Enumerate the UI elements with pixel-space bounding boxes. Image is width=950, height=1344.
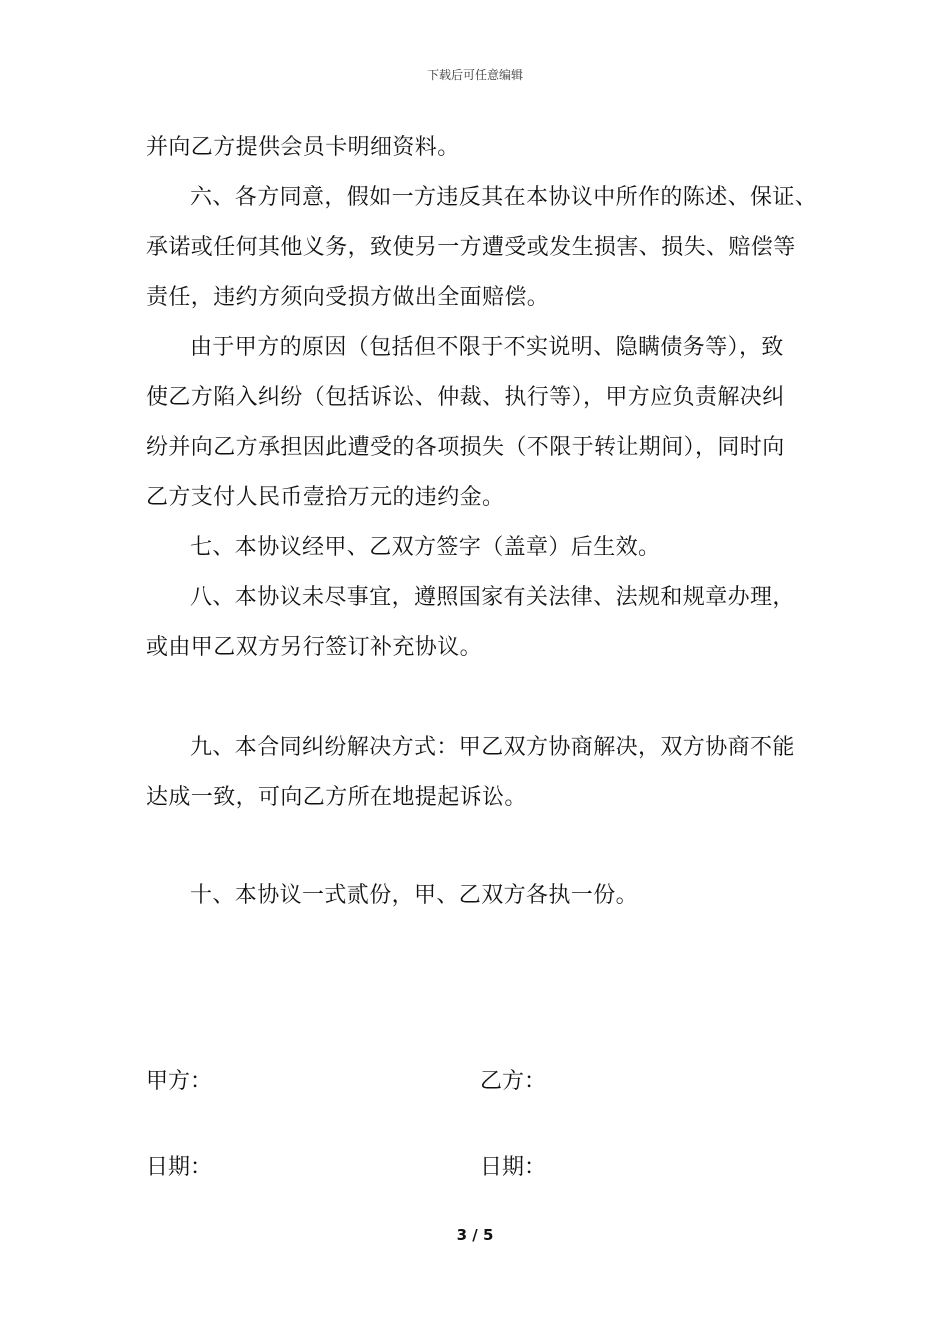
body-line: 并向乙方提供会员卡明细资料。 <box>146 135 460 160</box>
paragraph-line: 由于甲方的原因（包括但不限于不实说明、隐瞒债务等），致 <box>190 335 784 360</box>
clause-8-line: 八、本协议未尽事宜，遵照国家有关法律、法规和规章办理， <box>190 585 795 610</box>
clause-9-line: 九、本合同纠纷解决方式：甲乙双方协商解决，双方协商不能 <box>190 735 795 760</box>
body-line: 责任，违约方须向受损方做出全面赔偿。 <box>146 285 550 310</box>
clause-10-line: 十、本协议一式贰份，甲、乙双方各执一份。 <box>190 883 639 908</box>
body-line: 承诺或任何其他义务，致使另一方遭受或发生损害、损失、赔偿等 <box>146 235 796 260</box>
page-number: 3 / 5 <box>456 1226 494 1244</box>
date-a-label: 日期： <box>146 1155 213 1180</box>
body-line: 达成一致，可向乙方所在地提起诉讼。 <box>146 785 527 810</box>
body-line: 乙方支付人民币壹拾万元的违约金。 <box>146 485 505 510</box>
clause-7-line: 七、本协议经甲、乙双方签字（盖章）后生效。 <box>190 535 661 560</box>
clause-6-line: 六、各方同意，假如一方违反其在本协议中所作的陈述、保证、 <box>190 185 818 210</box>
party-a-label: 甲方： <box>146 1069 213 1094</box>
date-b-label: 日期： <box>480 1155 547 1180</box>
body-line: 使乙方陷入纠纷（包括诉讼、仲裁、执行等），甲方应负责解决纠 <box>146 385 785 410</box>
body-line: 或由甲乙双方另行签订补充协议。 <box>146 635 483 660</box>
page-header: 下载后可任意编辑 <box>426 68 523 82</box>
body-line: 纷并向乙方承担因此遭受的各项损失（不限于转让期间），同时向 <box>146 435 785 460</box>
party-b-label: 乙方： <box>480 1069 547 1094</box>
